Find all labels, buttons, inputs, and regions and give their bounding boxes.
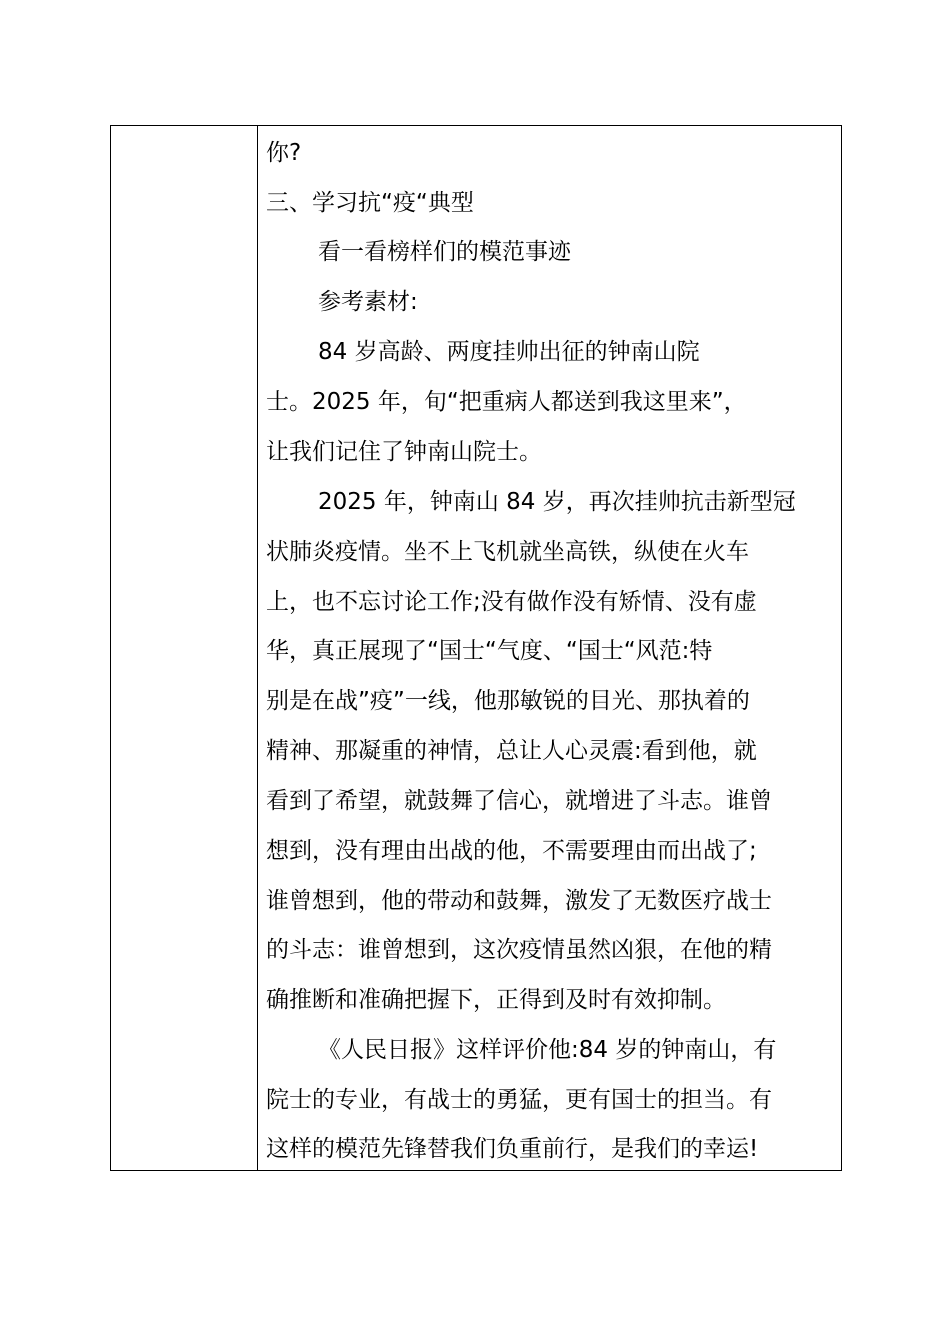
table-left-cell (111, 126, 257, 1170)
text-line: 想到，没有理由出战的他，不需要理由而出战了; (266, 838, 757, 864)
text-line: 看到了希望，就鼓舞了信心，就增进了斗志。谁曾 (266, 788, 772, 814)
text-line: 2025 年，钟南山 84 岁，再次挂帅抗击新型冠 (318, 489, 796, 515)
table-column-divider (257, 126, 258, 1170)
text-line: 谁曾想到，他的带动和鼓舞，激发了无数医疗战士 (266, 888, 772, 914)
table-right-cell (266, 126, 838, 1170)
text-line: 让我们记住了钟南山院士。 (266, 439, 542, 465)
text-line: 《人民日报》这样评价他:84 岁的钟南山，有 (318, 1037, 777, 1063)
text-line: 这样的模范先锋替我们负重前行，是我们的幸运! (266, 1136, 759, 1162)
text-line: 你? (266, 140, 302, 166)
text-line: 士。2025 年，旬“把重病人都送到我这里来”， (266, 389, 747, 415)
document-table (110, 125, 842, 1171)
text-line: 确推断和准确把握下，正得到及时有效抑制。 (266, 987, 726, 1013)
text-line: 华，真正展现了“国士“气度、“国士“风范:特 (266, 638, 713, 664)
section-heading: 三、学习抗“疫“典型 (266, 190, 474, 216)
text-line: 别是在战”疫”一线，他那敏锐的目光、那执着的 (266, 688, 750, 714)
text-line: 院士的专业，有战士的勇猛，更有国士的担当。有 (266, 1087, 772, 1113)
text-line: 上，也不忘讨论工作;没有做作没有矫情、没有虚 (266, 589, 757, 615)
text-line: 参考素材: (318, 289, 418, 315)
text-line: 状肺炎疫情。坐不上飞机就坐高铁，纵使在火车 (266, 539, 749, 565)
text-line: 84 岁高龄、两度挂帅出征的钟南山院 (318, 339, 700, 365)
text-line: 看一看榜样们的模范事迹 (318, 239, 571, 265)
text-line: 的斗志：谁曾想到，这次疫情虽然凶狠，在他的精 (266, 937, 772, 963)
text-line: 精神、那凝重的神情，总让人心灵震:看到他，就 (266, 738, 757, 764)
